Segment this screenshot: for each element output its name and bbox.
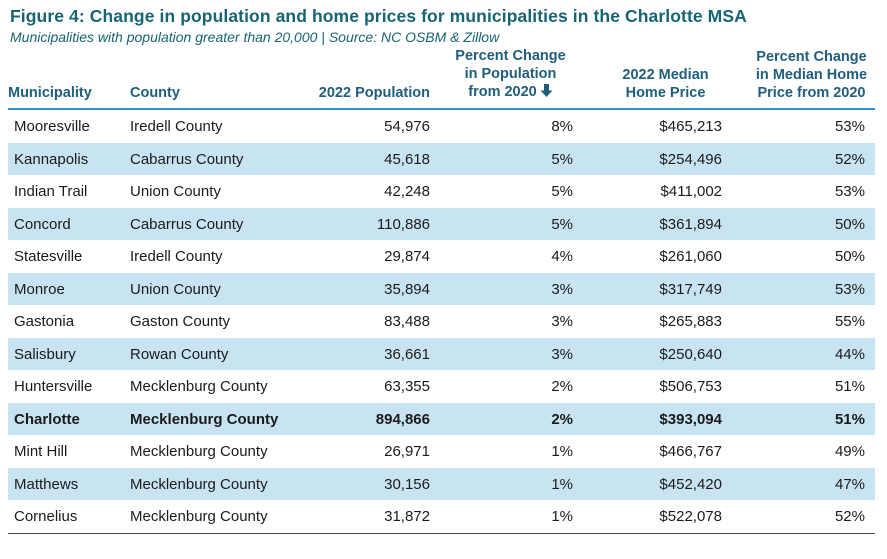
cell-price: $254,496: [659, 150, 722, 168]
cell-population: 83,488: [384, 313, 430, 331]
table-row: [8, 175, 875, 208]
cell-pct_price: 49%: [834, 443, 865, 461]
cell-price: $250,640: [659, 345, 722, 363]
cell-municipality: Concord: [14, 215, 71, 233]
table-row: [8, 403, 875, 436]
cell-municipality: Salisbury: [14, 345, 76, 363]
cell-pct_pop: 8%: [551, 118, 573, 136]
cell-county: Iredell County: [130, 118, 223, 136]
cell-county: Cabarrus County: [130, 150, 244, 168]
table-row: [8, 273, 875, 306]
cell-population: 36,661: [384, 345, 430, 363]
cell-municipality: Charlotte: [14, 410, 80, 428]
cell-county: Mecklenburg County: [130, 378, 268, 396]
cell-pct_pop: 4%: [551, 248, 573, 266]
table-row: [8, 305, 875, 338]
cell-county: Mecklenburg County: [130, 410, 279, 428]
cell-pct_pop: 5%: [551, 150, 573, 168]
cell-population: 29,874: [384, 248, 430, 266]
cell-pct_price: 53%: [834, 280, 865, 298]
cell-population: 54,976: [384, 118, 430, 136]
table-row: [8, 435, 875, 468]
cell-population: 26,971: [384, 443, 430, 461]
cell-municipality: Mint Hill: [14, 443, 68, 461]
cell-pct_pop: 2%: [551, 410, 573, 428]
cell-price: $522,078: [583, 500, 748, 533]
cell-pct_price: 52%: [834, 150, 865, 168]
cell-pct_price: 51%: [834, 410, 865, 428]
cell-pct_price: 51%: [834, 378, 865, 396]
cell-municipality: Indian Trail: [14, 183, 88, 201]
cell-price: $393,094: [659, 410, 722, 428]
table-row: [8, 109, 875, 143]
column-header-pct-change-population: Percent Change in Population from 2020: [438, 47, 583, 109]
cell-county: Cabarrus County: [130, 215, 244, 233]
down-arrow-icon[interactable]: [540, 84, 553, 102]
cell-county: Union County: [130, 280, 221, 298]
cell-pct_price: 47%: [834, 475, 865, 493]
table-row: [8, 370, 875, 403]
cell-population: 31,872: [318, 500, 438, 533]
cell-county: Union County: [130, 183, 221, 201]
table-row: [8, 208, 875, 241]
cell-pct_pop: 3%: [551, 280, 573, 298]
cell-population: 35,894: [384, 280, 430, 298]
cell-municipality: Statesville: [14, 248, 83, 266]
cell-county: Iredell County: [130, 248, 223, 266]
cell-county: Mecklenburg County: [130, 500, 318, 533]
table-row: [8, 143, 875, 176]
cell-price: $465,213: [659, 118, 722, 136]
cell-county: Mecklenburg County: [130, 443, 268, 461]
cell-municipality: Mooresville: [14, 118, 90, 136]
cell-price: $317,749: [659, 280, 722, 298]
cell-population: 63,355: [384, 378, 430, 396]
cell-municipality: Cornelius: [8, 500, 130, 533]
cell-price: $361,894: [659, 215, 722, 233]
figure-title: Figure 4: Change in population and home prices for municipalities in the Charlotte MSA: [10, 6, 747, 26]
cell-pct_pop: 3%: [551, 345, 573, 363]
cell-county: Mecklenburg County: [130, 475, 268, 493]
figure-subtitle: Municipalities with population greater than 20,000 | Source: NC OSBM & Zillow: [10, 29, 500, 45]
column-header-2022-median-home-price: 2022 Median Home Price: [583, 47, 748, 109]
cell-pct_price: 50%: [834, 215, 865, 233]
cell-pct_price: 53%: [834, 118, 865, 136]
cell-municipality: Huntersville: [14, 378, 93, 396]
table-header: [8, 47, 875, 109]
cell-pct_price: 55%: [834, 313, 865, 331]
cell-pct_pop: 1%: [551, 443, 573, 461]
cell-population: 30,156: [384, 475, 430, 493]
cell-municipality: Gastonia: [14, 313, 75, 331]
cell-pct_pop: 5%: [551, 183, 573, 201]
cell-pct_pop: 3%: [551, 313, 573, 331]
cell-price: $265,883: [659, 313, 722, 331]
cell-price: $506,753: [659, 378, 722, 396]
cell-pct_price: 53%: [834, 183, 865, 201]
cell-price: $452,420: [659, 475, 722, 493]
table-row: [8, 500, 875, 533]
cell-pct_price: 50%: [834, 248, 865, 266]
cell-pct_pop: 2%: [551, 378, 573, 396]
cell-pct_pop: 1%: [438, 500, 583, 533]
cell-municipality: Monroe: [14, 280, 65, 298]
column-header-2022-population: 2022 Population: [318, 47, 438, 109]
cell-pct_price: 44%: [834, 345, 865, 363]
table-row: [8, 240, 875, 273]
cell-pct_pop: 1%: [551, 475, 573, 493]
cell-pct_price: 52%: [748, 500, 875, 533]
cell-municipality: Kannapolis: [14, 150, 89, 168]
cell-population: 894,866: [375, 410, 430, 428]
column-header-county: County: [130, 47, 318, 109]
table-body: [8, 109, 875, 533]
table-row: [8, 338, 875, 371]
municipality-table: [8, 47, 875, 534]
table-row: [8, 468, 875, 501]
column-header-pct-change-home-price: Percent Change in Median Home Price from 2020: [748, 47, 875, 109]
cell-price: $466,767: [659, 443, 722, 461]
cell-population: 110,886: [376, 215, 430, 233]
cell-municipality: Matthews: [14, 475, 79, 493]
cell-population: 42,248: [384, 183, 430, 201]
cell-county: Rowan County: [130, 345, 229, 363]
cell-pct_pop: 5%: [551, 215, 573, 233]
cell-price: $261,060: [659, 248, 722, 266]
column-header-municipality: Municipality: [8, 47, 130, 109]
cell-price: $411,002: [660, 183, 722, 201]
cell-population: 45,618: [384, 150, 430, 168]
cell-county: Gaston County: [130, 313, 231, 331]
